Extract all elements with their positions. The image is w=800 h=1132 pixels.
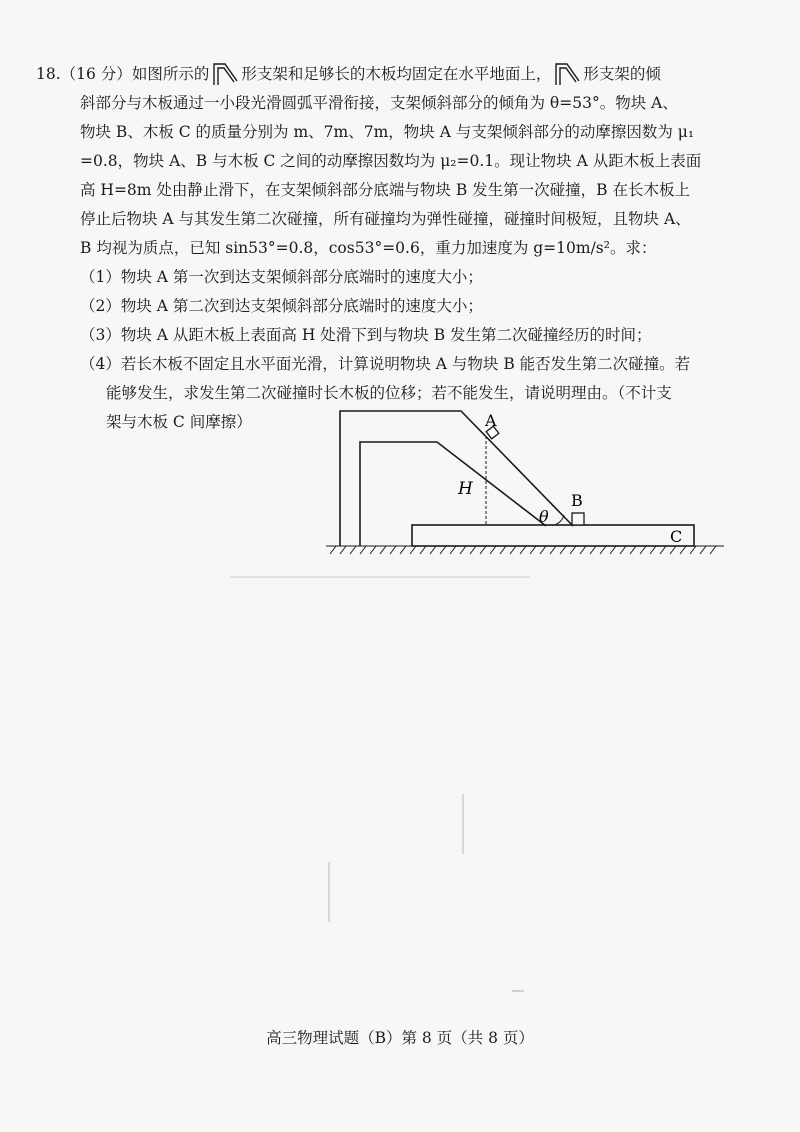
scan-artifact: [462, 794, 464, 854]
question-18: [36, 60, 756, 437]
label-b: B: [571, 491, 583, 510]
question-score: （16 分）: [60, 65, 132, 83]
label-theta: θ: [539, 507, 549, 526]
question-line-2: 斜部分与木板通过一小段光滑圆弧平滑衔接，支架倾斜部分的倾角为 θ=53°。物块 A、: [80, 94, 678, 112]
physics-diagram: [324, 406, 726, 556]
angle-arc: [554, 515, 564, 525]
scan-artifact: [512, 990, 524, 992]
scan-artifact: [328, 862, 330, 922]
label-a: A: [485, 411, 497, 430]
board-c: [412, 525, 694, 546]
sub-question-2: （2）物块 A 第二次到达支架倾斜部分底端时的速度大小；: [80, 297, 483, 315]
support-frame-inner: [360, 442, 546, 546]
sub-question-1: （1）物块 A 第一次到达支架倾斜部分底端时的速度大小；: [80, 268, 483, 286]
question-line-7: B 均视为质点，已知 sin53°=0.8，cos53°=0.6，重力加速度为 g=10m/s²。求：: [80, 239, 657, 257]
question-line-6: 停止后物块 A 与其发生第二次碰撞，所有碰撞均为弹性碰撞，碰撞时间极短，且物块 A、: [80, 210, 691, 228]
page-footer: 高三物理试题（B）第 8 页（共 8 页）: [266, 1029, 534, 1047]
question-line-4: =0.8，物块 A、B 与木板 C 之间的动摩擦因数均为 μ₂=0.1。现让物块 A 从距木板上表面: [80, 152, 702, 170]
label-c: C: [670, 527, 683, 546]
frame-shape-icon: [552, 61, 582, 85]
question-line-3: 物块 B、木板 C 的质量分别为 m、7m、7m，物块 A 与支架倾斜部分的动摩擦因数为 μ₁: [80, 123, 695, 141]
label-h: H: [458, 479, 473, 499]
question-line-5: 高 H=8m 处由静止滑下，在支架倾斜部分底端与物块 B 发生第一次碰撞，B 在长木板上: [80, 181, 690, 199]
sub-question-3: （3）物块 A 从距木板上表面高 H 处滑下到与物块 B 发生第二次碰撞经历的时间；: [80, 326, 652, 344]
frame-shape-icon: [210, 61, 240, 85]
question-number: 18.: [36, 65, 61, 83]
sub-question-4-line-2: 能够发生，求发生第二次碰撞时长木板的位移；若不能发生，请说明理由。（不计支: [106, 384, 672, 402]
question-line-1: 18.（16 分）如图所示的 形支架和足够长的木板均固定在水平地面上， 形支架的倾: [36, 60, 756, 89]
scan-artifact: [230, 576, 530, 578]
block-b: [572, 513, 584, 525]
sub-question-4-line-3: 架与木板 C 间摩擦）: [106, 413, 252, 431]
sub-question-4: （4）若长木板不固定且水平面光滑，计算说明物块 A 与物块 B 能否发生第二次碰撞。若: [80, 355, 691, 373]
ground: [326, 546, 724, 554]
